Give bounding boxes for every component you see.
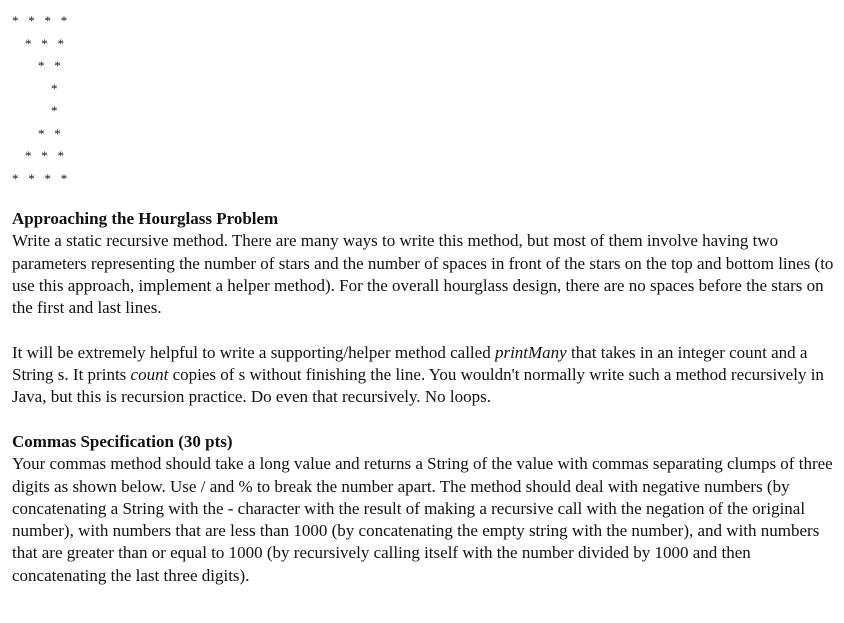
printmany-method-name: printMany <box>494 342 567 362</box>
hourglass-line: * <box>12 103 58 118</box>
hourglass-line: * * <box>12 58 61 73</box>
hourglass-line: * * * * <box>12 170 68 186</box>
printmany-text-part: copies of s without finishing the line. You wouldn't normally write such a method recursively in Java, but this is recursion practice. Do even that recursively. No loops. <box>12 365 824 407</box>
hourglass-line: * * <box>12 125 61 141</box>
paragraph-gap <box>12 319 837 341</box>
hourglass-line: * * * * <box>12 13 68 28</box>
hourglass-figure <box>12 10 67 190</box>
commas-spec-paragraph: Your commas method should take a long value and returns a String of the value with commas separating clumps of three digits as shown below. Use / and % to break the number apart. The method should deal with negative numbers (by concatenating a String with the - character with the result of making a recursive call with the negation of the original number), with numbers that are less than 1000 (by concatenating the empty string with the number), and with numbers that are greater than or equal to 1000 (by recursively calling itself with the number divided by 1000 and then concatenating the last three digits). <box>12 454 833 585</box>
commas-section-title: Commas Specification (30 pts) <box>12 431 233 451</box>
document-body <box>12 208 837 587</box>
hourglass-approach-paragraph: Write a static recursive method. There are many ways to write this method, but most of them involve having two parameters representing the number of stars and the number of spaces in front of the stars on the top and bottom lines (to use this approach, implement a helper method). For the overall hourglass design, there are no spaces before the stars on the first and last lines. <box>12 231 834 318</box>
paragraph-gap <box>12 409 837 431</box>
count-parameter-name: count <box>130 365 169 385</box>
printmany-helper-paragraph <box>12 342 837 409</box>
hourglass-line: * * * <box>12 35 64 51</box>
hourglass-line: * <box>12 80 58 96</box>
hourglass-line: * * * <box>12 148 64 163</box>
printmany-text-part: It will be extremely helpful to write a supporting/helper method called <box>12 342 495 362</box>
printmany-text-part: that takes in an integer count and a String s. It prints <box>12 342 808 385</box>
hourglass-section-title: Approaching the Hourglass Problem <box>12 209 279 228</box>
